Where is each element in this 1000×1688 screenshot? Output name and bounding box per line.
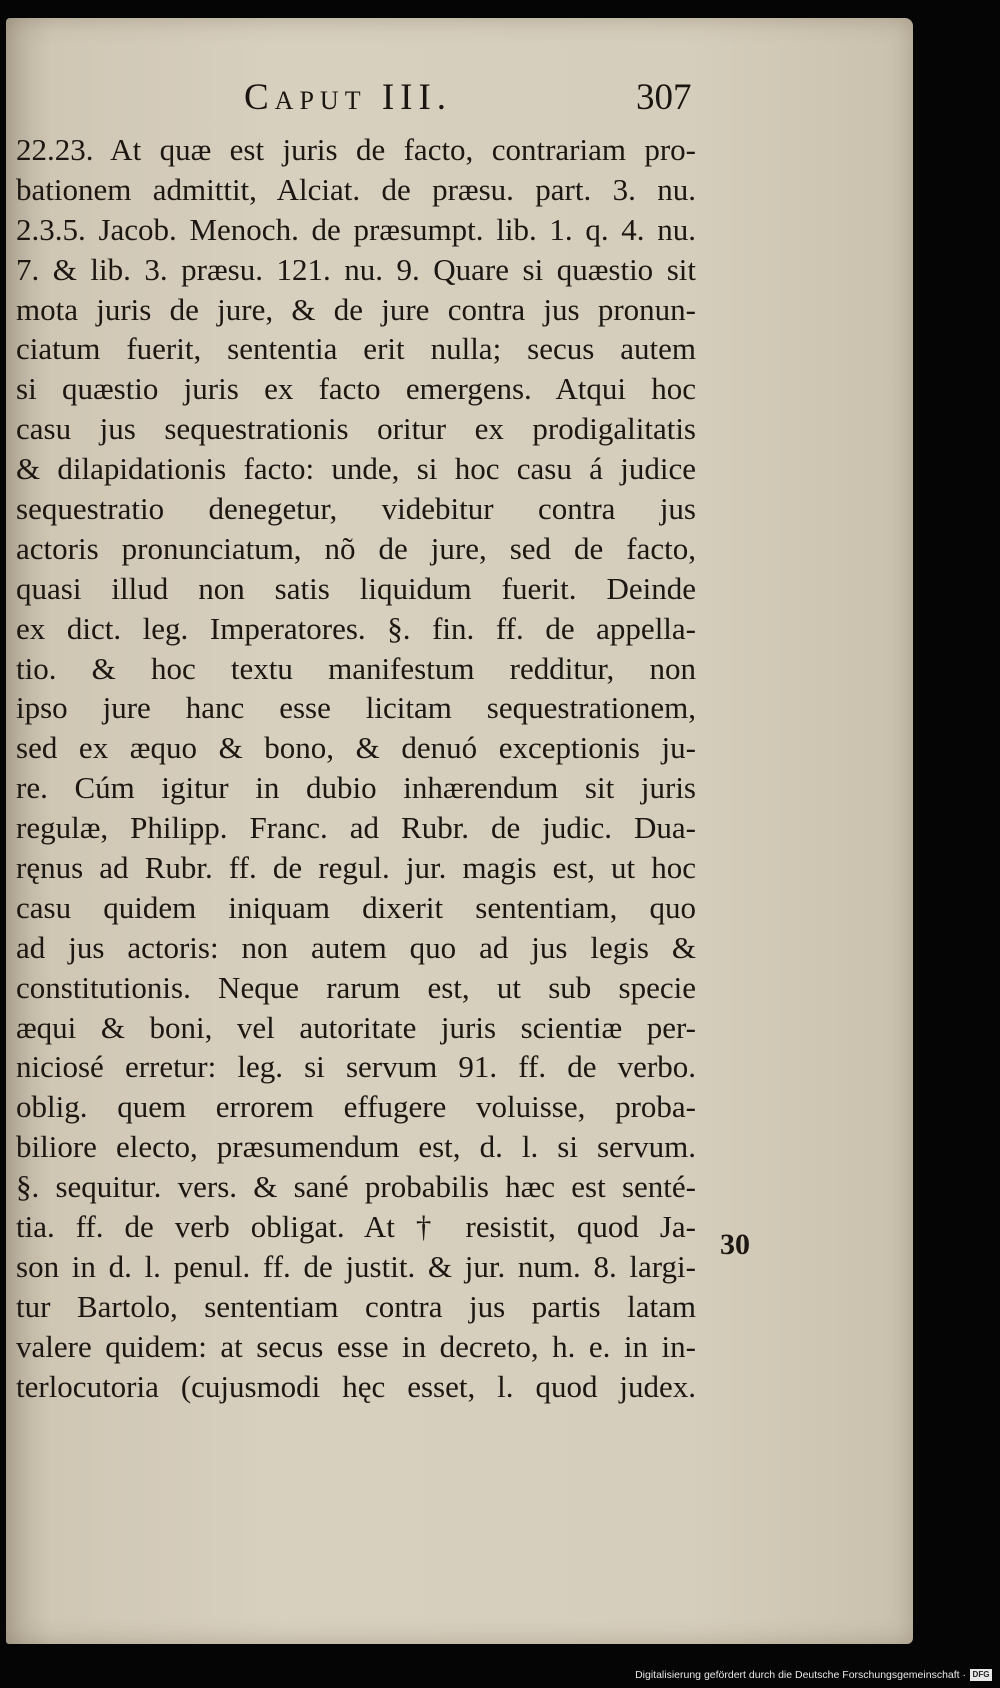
text-line: sed ex æquo & bono, & denuó exceptionis ju-	[16, 730, 696, 766]
running-head: Caput III.	[244, 77, 453, 118]
text-line: ipso jure hanc esse licitam sequestrationem,	[16, 690, 696, 726]
margin-number: 30	[720, 1228, 750, 1261]
text-line: re. Cúm igitur in dubio inhærendum sit juris	[16, 770, 696, 806]
dfg-logo: DFG	[970, 1669, 992, 1681]
text-line: tio. & hoc textu manifestum redditur, non	[16, 650, 696, 686]
footer-credit: Digitalisierung gefördert durch die Deutsche Forschungsgemeinschaft ·	[635, 1669, 966, 1681]
text-line: son in d. l. penul. ff. de justit. & jur. num. 8. largi-	[16, 1248, 696, 1284]
text-line: ciatum fuerit, sententia erit nulla; secus autem	[16, 331, 696, 367]
text-line: ex dict. leg. Imperatores. §. fin. ff. de appella-	[16, 610, 696, 646]
text-line: bationem admittit, Alciat. de præsu. part. 3. nu.	[16, 171, 696, 207]
text-line: & dilapidationis facto: unde, si hoc casu á judice	[16, 451, 696, 487]
text-line: quasi illud non satis liquidum fuerit. Deinde	[16, 570, 696, 606]
body-text	[16, 130, 696, 1407]
text-line: terlocutoria (cujusmodi hęc esset, l. quod judex.	[16, 1368, 696, 1404]
text-line: oblig. quem errorem effugere voluisse, proba-	[16, 1089, 696, 1125]
text-line: 7. & lib. 3. præsu. 121. nu. 9. Quare si quæstio sit	[16, 251, 696, 287]
text-line: regulæ, Philipp. Franc. ad Rubr. de judic. Dua-	[16, 810, 696, 846]
text-line: 2.3.5. Jacob. Menoch. de præsumpt. lib. 1. q. 4. nu.	[16, 211, 696, 247]
text-line: ad jus actoris: non autem quo ad jus legis &	[16, 929, 696, 965]
text-line: §. sequitur. vers. & sané probabilis hæc est senté-	[16, 1169, 696, 1205]
text-line: valere quidem: at secus esse in decreto, h. e. in in-	[16, 1328, 696, 1364]
text-line: constitutionis. Neque rarum est, ut sub specie	[16, 969, 696, 1005]
text-line: si quæstio juris ex facto emergens. Atqui hoc	[16, 371, 696, 407]
text-line: actoris pronunciatum, nõ de jure, sed de facto,	[16, 530, 696, 566]
text-line: tur Bartolo, sententiam contra jus partis latam	[16, 1288, 696, 1324]
text-line: casu jus sequestrationis oritur ex prodigalitatis	[16, 411, 696, 447]
text-line: mota juris de jure, & de jure contra jus pronun-	[16, 291, 696, 327]
text-line: casu quidem iniquam dixerit sententiam, quo	[16, 889, 696, 925]
text-line: æqui & boni, vel autoritate juris scientiæ per-	[16, 1009, 696, 1045]
footer	[635, 1666, 992, 1684]
text-line: 22.23. At quæ est juris de facto, contrariam pro-	[16, 132, 696, 167]
text-line: ręnus ad Rubr. ff. de regul. jur. magis est, ut hoc	[16, 850, 696, 886]
text-line: niciosé erretur: leg. si servum 91. ff. de verbo.	[16, 1049, 696, 1085]
text-line: sequestratio denegetur, videbitur contra jus	[16, 491, 696, 527]
page-header	[6, 76, 913, 126]
text-line: biliore electo, præsumendum est, d. l. si servum.	[16, 1129, 696, 1165]
text-line: tia. ff. de verb obligat. At † resistit, quod Ja-	[16, 1209, 696, 1245]
page-number: 307	[636, 77, 692, 118]
book-page	[6, 18, 913, 1644]
